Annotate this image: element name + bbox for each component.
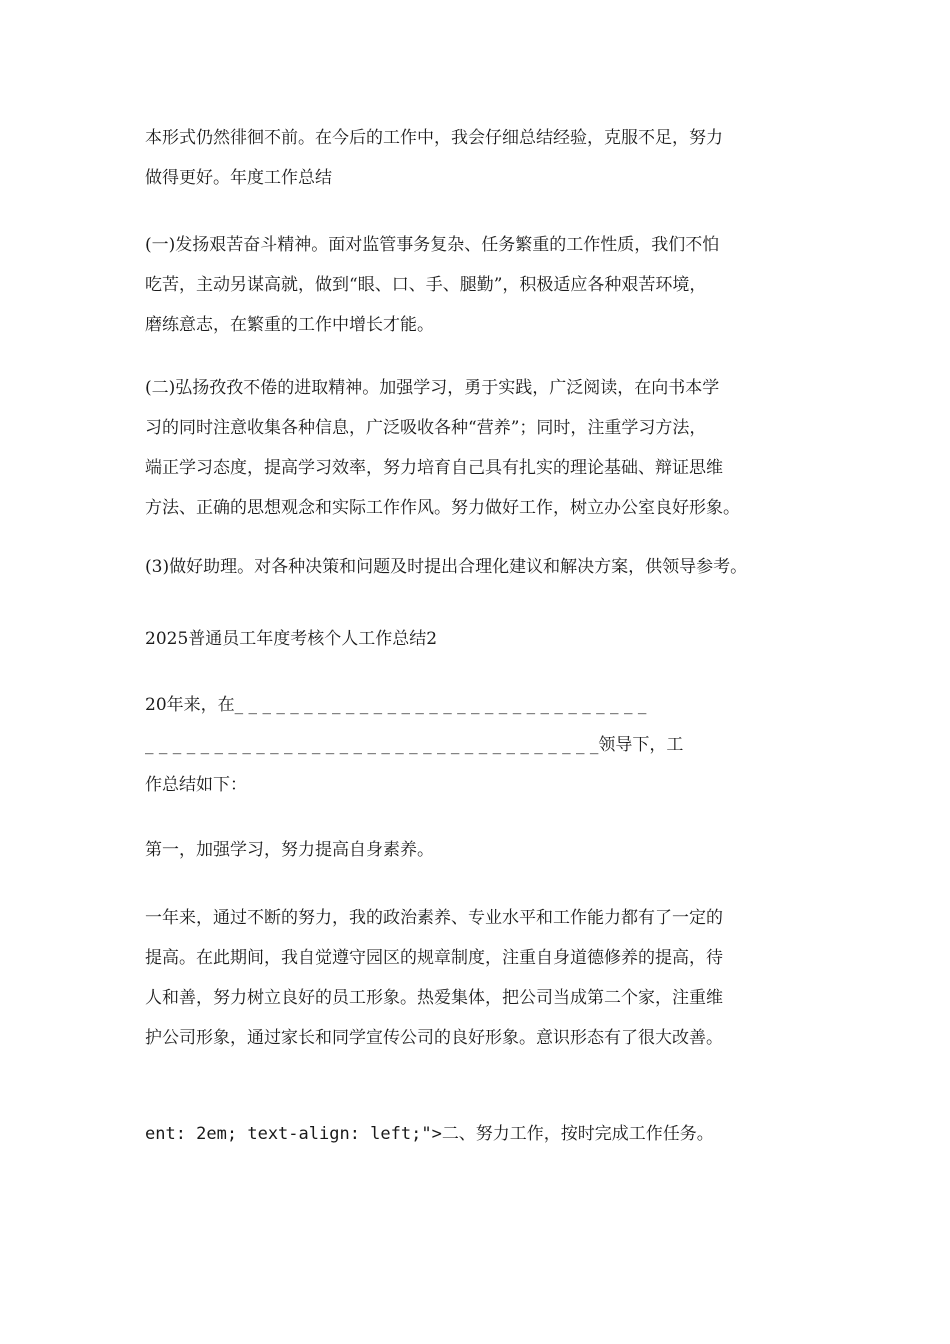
paragraph-item-1 [145, 225, 825, 345]
point-2-text: 二、努力工作，按时完成工作任务。 [441, 1124, 714, 1144]
text-line: 习的同时注意收集各种信息，广泛吸收各种“营养”；同时，注重学习方法， [145, 418, 707, 438]
text-line: 人和善，努力树立良好的员工形象。热爱集体，把公司当成第二个家，注重维 [145, 988, 723, 1008]
text-line: 磨练意志，在繁重的工作中增长才能。 [145, 315, 434, 335]
text-line: (一)发扬艰苦奋斗精神。面对监管事务复杂、任务繁重的工作性质，我们不怕 [145, 235, 720, 255]
heading-text: 2025普通员工年度考核个人工作总结2 [145, 629, 438, 649]
text-line: 作总结如下： [145, 775, 247, 795]
stray-code-text: ent: 2em; text-align: left;"> [145, 1124, 442, 1144]
paragraph-point-2 [145, 1114, 825, 1154]
text-line: 做得更好。年度工作总结 [145, 168, 332, 188]
text-line [145, 1114, 825, 1154]
text-line: _ _ _ _ _ _ _ _ _ _ _ _ _ _ _ _ _ _ _ _ _ _ _ _ _ _ _ _ _ _ _ _ _领导下，工 [145, 735, 684, 755]
text-line: 本形式仍然徘徊不前。在今后的工作中，我会仔细总结经验，克服不足，努力 [145, 128, 723, 148]
paragraph-intro [145, 685, 825, 805]
text-line: 护公司形象，通过家长和同学宣传公司的良好形象。意识形态有了很大改善。 [145, 1028, 723, 1048]
text-line: 一年来，通过不断的努力，我的政治素养、专业水平和工作能力都有了一定的 [145, 908, 723, 928]
text-line: 20年来，在_ _ _ _ _ _ _ _ _ _ _ _ _ _ _ _ _ _ _ _ _ _ _ _ _ _ _ _ _ _ [145, 695, 647, 715]
text-line: 方法、正确的思想观念和实际工作作风。努力做好工作，树立办公室良好形象。 [145, 498, 740, 518]
paragraph-item-3 [145, 547, 825, 587]
paragraph-item-2 [145, 368, 825, 528]
section-heading [145, 619, 825, 659]
text-line: (二)弘扬孜孜不倦的进取精神。加强学习，勇于实践，广泛阅读，在向书本学 [145, 378, 720, 398]
paragraph-conclusion [145, 118, 825, 198]
text-line: 第一，加强学习，努力提高自身素养。 [145, 840, 434, 860]
text-line: 吃苦，主动另谋高就，做到“眼、口、手、腿勤”，积极适应各种艰苦环境， [145, 275, 707, 295]
paragraph-point-1 [145, 830, 825, 870]
paragraph-study [145, 898, 825, 1058]
text-line: (3)做好助理。对各种决策和问题及时提出合理化建议和解决方案，供领导参考。 [145, 557, 748, 577]
text-line: 端正学习态度，提高学习效率，努力培育自己具有扎实的理论基础、辩证思维 [145, 458, 723, 478]
text-line: 提高。在此期间，我自觉遵守园区的规章制度，注重自身道德修养的提高，待 [145, 948, 723, 968]
